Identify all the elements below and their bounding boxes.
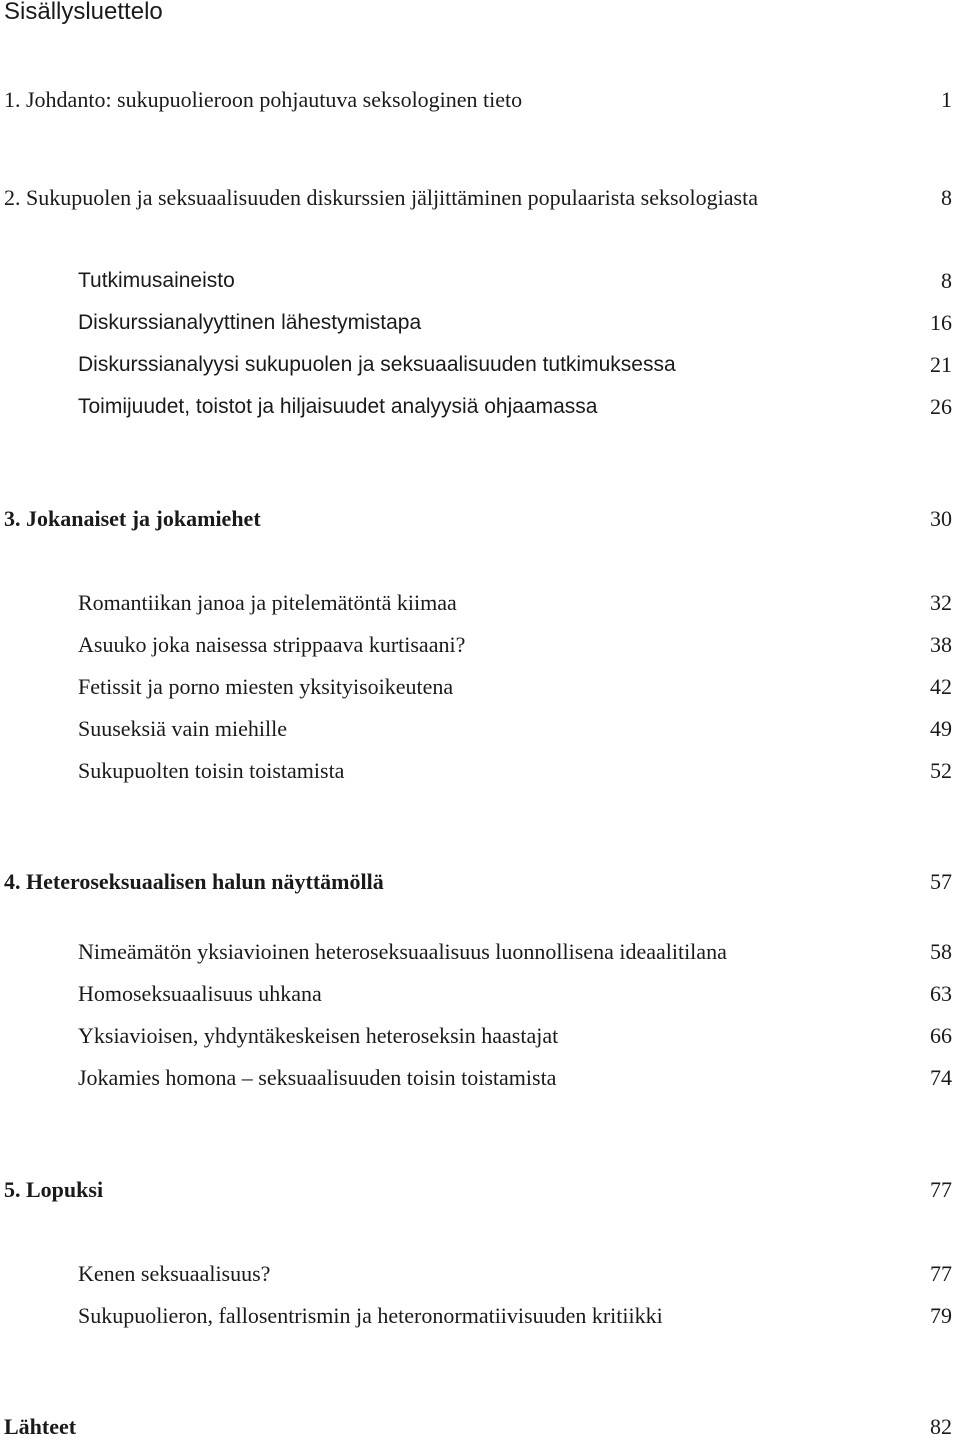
toc-entry-text: Yksiavioisen, yhdyntäkeskeisen heteroseksin haastajat: [78, 1023, 559, 1048]
toc-entry-page: 58: [930, 939, 952, 964]
toc-entry-page: 21: [930, 352, 952, 377]
toc-entry-section: [0, 756, 956, 786]
toc-entry-chapter-5: [0, 1175, 956, 1205]
toc-entry-section: [0, 308, 956, 338]
toc-entry-page: 49: [930, 716, 952, 741]
toc-entry-text: Diskurssianalyyttinen lähestymistapa: [78, 311, 422, 334]
toc-entry-text: Homoseksuaalisuus uhkana: [78, 981, 322, 1006]
toc-entry-page: 63: [930, 981, 952, 1006]
toc-entry-text: Nimeämätön yksiavioinen heteroseksuaalisuus luonnollisena ideaalitilana: [78, 939, 727, 964]
toc-entry-chapter-4: [0, 867, 956, 897]
toc-entry-text: 3. Jokanaiset ja jokamiehet: [4, 506, 261, 531]
toc-entry-page: 16: [930, 310, 952, 335]
toc-entry-text: Jokamies homona – seksuaalisuuden toisin toistamista: [78, 1065, 557, 1090]
toc-entry-text: Sukupuolten toisin toistamista: [78, 758, 345, 783]
toc-entry-section: [0, 937, 956, 967]
toc-entry-page: 74: [930, 1065, 952, 1090]
toc-entry-text: Lähteet: [4, 1414, 77, 1439]
toc-entry-page: 30: [930, 506, 952, 531]
toc-entry-chapter-3: [0, 504, 956, 534]
page-title: Sisällysluettelo: [4, 0, 163, 25]
toc-entry-page: 77: [930, 1261, 952, 1286]
toc-entry-text: 4. Heteroseksuaalisen halun näyttämöllä: [4, 869, 384, 894]
toc-entry-chapter-2: [0, 183, 956, 213]
toc-entry-page: 57: [930, 869, 952, 894]
toc-entry-text: Tutkimusaineisto: [78, 269, 235, 292]
toc-entry-text: Asuuko joka naisessa strippaava kurtisaani?: [78, 632, 466, 657]
toc-entry-text: 5. Lopuksi: [4, 1177, 104, 1202]
toc-entry-text: Sukupuolieron, fallosentrismin ja heteronormatiivisuuden kritiikki: [78, 1303, 663, 1328]
toc-entry-text: Romantiikan janoa ja pitelemätöntä kiimaa: [78, 590, 457, 615]
toc-entry-page: 8: [941, 185, 952, 210]
toc-entry-text: 2. Sukupuolen ja seksuaalisuuden diskurssien jäljittäminen populaarista seksologiasta: [4, 185, 758, 210]
toc-entry-references: [0, 1412, 956, 1442]
toc-entry-text: Toimijuudet, toistot ja hiljaisuudet analyysiä ohjaamassa: [78, 395, 598, 418]
toc-entry-section: [0, 1063, 956, 1093]
toc-entry-page: 8: [941, 268, 952, 293]
toc-entry-page: 82: [930, 1414, 952, 1439]
toc-entry-section: [0, 266, 956, 296]
toc-entry-page: 52: [930, 758, 952, 783]
toc-entry-page: 38: [930, 632, 952, 657]
toc-entry-section: [0, 588, 956, 618]
toc-entry-page: 32: [930, 590, 952, 615]
toc-entry-page: 42: [930, 674, 952, 699]
toc-entry-section: [0, 1021, 956, 1051]
toc-entry-chapter-1: [0, 85, 956, 115]
toc-entry-text: 1. Johdanto: sukupuolieroon pohjautuva seksologinen tieto: [4, 87, 523, 112]
toc-entry-section: [0, 1259, 956, 1289]
toc-entry-section: [0, 979, 956, 1009]
toc-entry-text: Fetissit ja porno miesten yksityisoikeutena: [78, 674, 454, 699]
toc-entry-text: Diskurssianalyysi sukupuolen ja seksuaalisuuden tutkimuksessa: [78, 353, 676, 376]
toc-entry-page: 77: [930, 1177, 952, 1202]
toc-entry-section: [0, 1301, 956, 1331]
toc-entry-section: [0, 714, 956, 744]
toc-entry-section: [0, 630, 956, 660]
toc-entry-page: 66: [930, 1023, 952, 1048]
toc-entry-text: Kenen seksuaalisuus?: [78, 1261, 271, 1286]
toc-entry-page: 26: [930, 394, 952, 419]
toc-entry-section: [0, 392, 956, 422]
toc-entry-section: [0, 672, 956, 702]
toc-entry-text: Suuseksiä vain miehille: [78, 716, 287, 741]
toc-entry-page: 1: [941, 87, 952, 112]
toc-entry-page: 79: [930, 1303, 952, 1328]
toc-entry-section: [0, 350, 956, 380]
